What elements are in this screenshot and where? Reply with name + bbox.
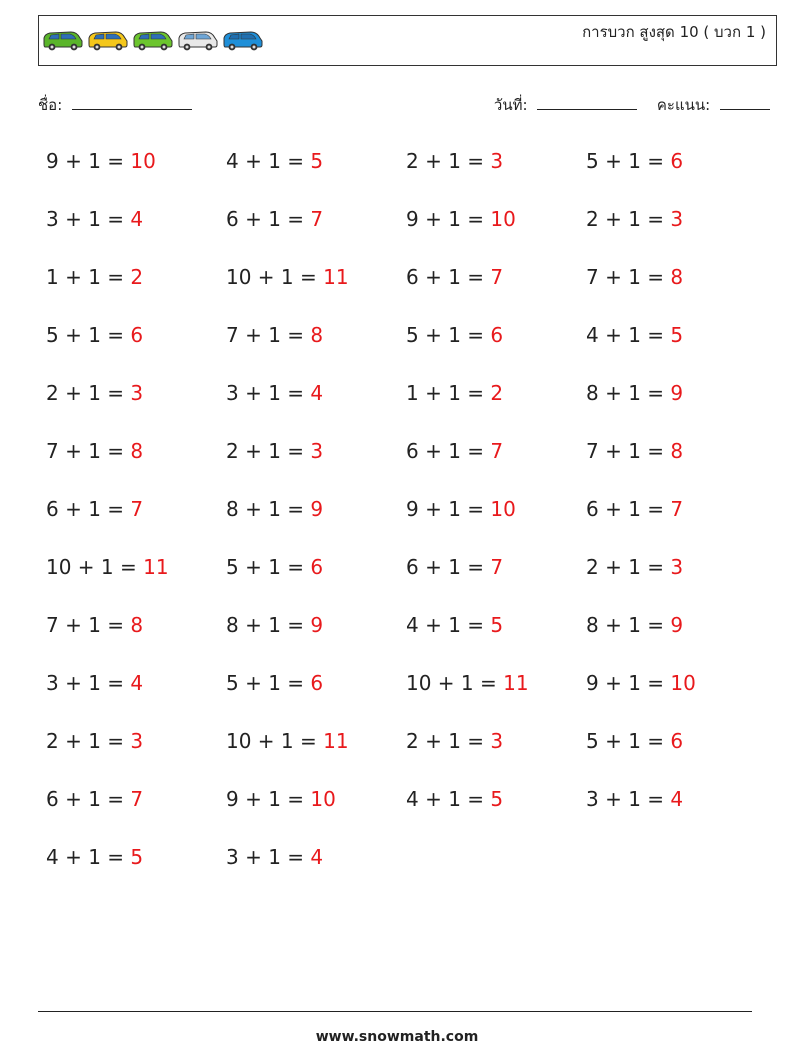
problem-answer: 10 xyxy=(310,787,336,811)
problem-question: 5 + 1 = xyxy=(46,323,131,347)
problem-answer: 3 xyxy=(130,729,144,753)
problem-question: 3 + 1 = xyxy=(226,845,311,869)
problem-item xyxy=(46,430,226,488)
problem-item xyxy=(226,546,406,604)
problem-question: 8 + 1 = xyxy=(586,613,671,637)
problem-question: 4 + 1 = xyxy=(226,149,311,173)
problem-question: 3 + 1 = xyxy=(46,207,131,231)
problem-answer: 9 xyxy=(670,381,684,405)
problem-question: 9 + 1 = xyxy=(46,149,131,173)
problem-item xyxy=(226,430,406,488)
problem-answer: 3 xyxy=(130,381,144,405)
problem-question: 1 + 1 = xyxy=(46,265,131,289)
problem-question: 4 + 1 = xyxy=(406,787,491,811)
problem-question: 10 + 1 = xyxy=(226,265,324,289)
problem-answer: 5 xyxy=(310,149,324,173)
problem-item xyxy=(586,198,766,256)
problem-question: 10 + 1 = xyxy=(46,555,144,579)
footer-website[interactable]: www.snowmath.com xyxy=(315,1029,479,1045)
problem-answer: 5 xyxy=(490,787,504,811)
problem-question: 2 + 1 = xyxy=(586,207,671,231)
problem-item xyxy=(226,314,406,372)
problem-item xyxy=(226,778,406,836)
problem-answer: 6 xyxy=(130,323,144,347)
problem-item xyxy=(46,140,226,198)
problem-question: 5 + 1 = xyxy=(586,729,671,753)
problem-question: 9 + 1 = xyxy=(406,497,491,521)
problem-answer: 4 xyxy=(670,787,684,811)
score-blank-line[interactable] xyxy=(720,95,770,110)
problem-answer: 7 xyxy=(490,265,504,289)
problem-item xyxy=(226,604,406,662)
problem-answer: 6 xyxy=(490,323,504,347)
date-score-fields xyxy=(494,93,770,117)
problem-answer: 4 xyxy=(130,207,144,231)
problem-question: 7 + 1 = xyxy=(46,613,131,637)
problem-item xyxy=(586,372,766,430)
problem-answer: 6 xyxy=(310,671,324,695)
date-blank-line[interactable] xyxy=(537,95,637,110)
name-field xyxy=(38,93,192,117)
problem-answer: 8 xyxy=(310,323,324,347)
problem-question: 3 + 1 = xyxy=(226,381,311,405)
problem-item xyxy=(46,488,226,546)
problem-question: 6 + 1 = xyxy=(406,265,491,289)
problem-question: 2 + 1 = xyxy=(46,729,131,753)
problem-item xyxy=(46,720,226,778)
worksheet-title: การบวก สูงสุด 10 ( บวก 1 ) xyxy=(582,23,766,41)
problem-question: 6 + 1 = xyxy=(46,787,131,811)
problem-item xyxy=(226,488,406,546)
problem-question: 8 + 1 = xyxy=(586,381,671,405)
problem-item xyxy=(46,256,226,314)
problem-item xyxy=(586,720,766,778)
problem-answer: 3 xyxy=(490,149,504,173)
problem-answer: 10 xyxy=(130,149,156,173)
problem-item xyxy=(586,662,766,720)
problem-item xyxy=(46,604,226,662)
date-label: วันที่: xyxy=(493,96,528,114)
problem-answer: 7 xyxy=(130,787,144,811)
problem-question: 7 + 1 = xyxy=(586,439,671,463)
name-label: ชื่อ: xyxy=(38,96,63,114)
problem-item xyxy=(226,198,406,256)
score-label: คะแนน: xyxy=(656,96,711,114)
problem-answer: 10 xyxy=(490,497,516,521)
problem-answer: 4 xyxy=(310,845,324,869)
name-blank-line[interactable] xyxy=(72,95,192,110)
car-icons-strip xyxy=(41,28,264,54)
problem-item xyxy=(406,198,586,256)
problem-item xyxy=(586,488,766,546)
problem-item xyxy=(46,314,226,372)
problem-answer: 6 xyxy=(670,729,684,753)
problem-question: 6 + 1 = xyxy=(226,207,311,231)
problem-question: 6 + 1 = xyxy=(586,497,671,521)
problem-answer: 6 xyxy=(670,149,684,173)
problem-question: 4 + 1 = xyxy=(586,323,671,347)
problem-question: 6 + 1 = xyxy=(46,497,131,521)
problem-item xyxy=(406,314,586,372)
problem-item xyxy=(46,778,226,836)
problem-answer: 5 xyxy=(670,323,684,347)
footer-divider xyxy=(38,1011,752,1012)
problem-item xyxy=(226,372,406,430)
pickup-blue-car-icon xyxy=(221,28,264,52)
problem-item xyxy=(226,140,406,198)
problem-item xyxy=(406,430,586,488)
problem-question: 6 + 1 = xyxy=(406,555,491,579)
problem-answer: 7 xyxy=(490,555,504,579)
problem-question: 6 + 1 = xyxy=(406,439,491,463)
problem-answer: 7 xyxy=(490,439,504,463)
problem-item xyxy=(406,256,586,314)
problem-item xyxy=(46,836,226,894)
van-green-car-icon xyxy=(41,28,84,52)
problem-answer: 8 xyxy=(670,265,684,289)
problem-answer: 3 xyxy=(670,207,684,231)
problem-answer: 3 xyxy=(310,439,324,463)
suv-white-car-icon xyxy=(176,28,219,52)
problem-question: 4 + 1 = xyxy=(46,845,131,869)
problem-question: 8 + 1 = xyxy=(226,613,311,637)
problem-answer: 5 xyxy=(130,845,144,869)
problem-question: 10 + 1 = xyxy=(406,671,504,695)
hatchback-yellow-car-icon xyxy=(86,28,129,52)
problem-item xyxy=(406,662,586,720)
problem-question: 8 + 1 = xyxy=(226,497,311,521)
problem-answer: 7 xyxy=(670,497,684,521)
problem-question: 4 + 1 = xyxy=(406,613,491,637)
problem-answer: 2 xyxy=(490,381,504,405)
problem-answer: 6 xyxy=(310,555,324,579)
problem-question: 5 + 1 = xyxy=(586,149,671,173)
problem-question: 2 + 1 = xyxy=(406,729,491,753)
problem-question: 9 + 1 = xyxy=(226,787,311,811)
problem-answer: 7 xyxy=(130,497,144,521)
problem-answer: 4 xyxy=(130,671,144,695)
problem-answer: 11 xyxy=(323,729,349,753)
problem-question: 7 + 1 = xyxy=(586,265,671,289)
problem-answer: 8 xyxy=(130,439,144,463)
problem-item xyxy=(586,430,766,488)
problem-answer: 3 xyxy=(670,555,684,579)
problem-answer: 11 xyxy=(143,555,169,579)
problem-item xyxy=(226,662,406,720)
problem-answer: 9 xyxy=(310,613,324,637)
problem-question: 9 + 1 = xyxy=(586,671,671,695)
problem-item xyxy=(46,372,226,430)
problem-item xyxy=(46,198,226,256)
problem-item xyxy=(406,778,586,836)
problem-answer: 3 xyxy=(490,729,504,753)
problem-answer: 4 xyxy=(310,381,324,405)
problem-item xyxy=(406,604,586,662)
problem-question: 2 + 1 = xyxy=(46,381,131,405)
problem-answer: 10 xyxy=(490,207,516,231)
problem-question: 2 + 1 = xyxy=(226,439,311,463)
problem-question: 10 + 1 = xyxy=(226,729,324,753)
problem-answer: 2 xyxy=(130,265,144,289)
problem-item xyxy=(406,720,586,778)
problem-answer: 5 xyxy=(490,613,504,637)
problem-item xyxy=(226,720,406,778)
problem-answer: 8 xyxy=(670,439,684,463)
problem-question: 2 + 1 = xyxy=(406,149,491,173)
problem-question: 3 + 1 = xyxy=(586,787,671,811)
problem-item xyxy=(406,372,586,430)
problem-item xyxy=(586,778,766,836)
problem-item xyxy=(226,836,406,894)
problem-question: 9 + 1 = xyxy=(406,207,491,231)
problem-item xyxy=(226,256,406,314)
problem-answer: 10 xyxy=(670,671,696,695)
van-green-car-icon xyxy=(131,28,174,52)
problem-answer: 8 xyxy=(130,613,144,637)
problem-item xyxy=(406,546,586,604)
problem-question: 7 + 1 = xyxy=(226,323,311,347)
problem-item xyxy=(586,314,766,372)
problem-question: 2 + 1 = xyxy=(586,555,671,579)
header-box xyxy=(38,15,777,66)
problem-answer: 9 xyxy=(310,497,324,521)
problem-item xyxy=(46,546,226,604)
problem-question: 7 + 1 = xyxy=(46,439,131,463)
problem-question: 5 + 1 = xyxy=(226,671,311,695)
problem-item xyxy=(406,488,586,546)
problem-question: 5 + 1 = xyxy=(226,555,311,579)
problem-item xyxy=(586,604,766,662)
problems-grid xyxy=(46,140,766,894)
problem-question: 5 + 1 = xyxy=(406,323,491,347)
problem-item xyxy=(406,140,586,198)
problem-item xyxy=(46,662,226,720)
problem-answer: 11 xyxy=(503,671,529,695)
problem-answer: 9 xyxy=(670,613,684,637)
problem-question: 3 + 1 = xyxy=(46,671,131,695)
problem-question: 1 + 1 = xyxy=(406,381,491,405)
problem-item xyxy=(586,256,766,314)
problem-answer: 11 xyxy=(323,265,349,289)
problem-item xyxy=(586,140,766,198)
problem-answer: 7 xyxy=(310,207,324,231)
problem-item xyxy=(586,546,766,604)
